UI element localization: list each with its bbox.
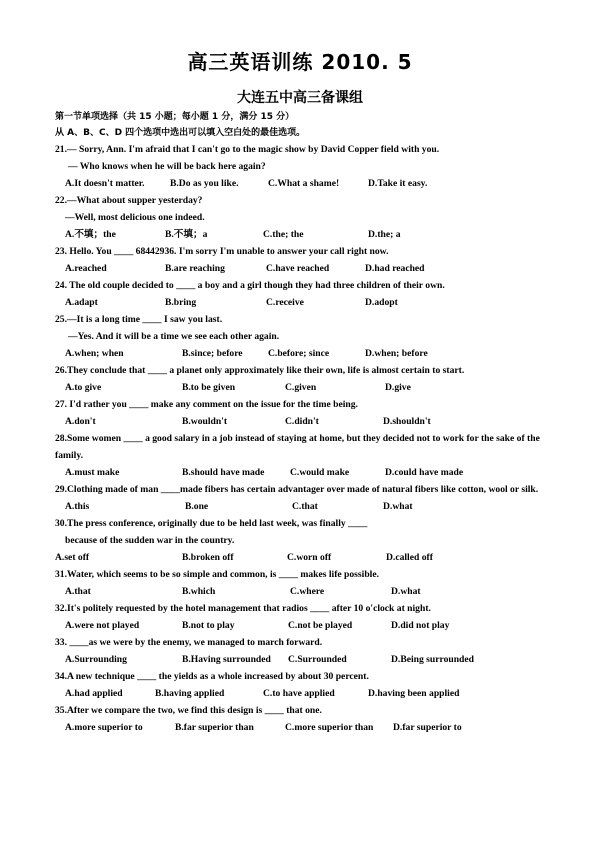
question-stem: 34.A new technique ____ the yields as a whole increased by about 30 percent. — [55, 671, 369, 682]
option-d: D.what — [391, 586, 421, 597]
section-heading: 第一节单项选择（共 15 小题；每小题 1 分，满分 15 分） — [55, 112, 295, 122]
question-22 — [55, 192, 560, 243]
option-d: D.called off — [386, 552, 433, 563]
options-row — [55, 175, 560, 192]
question-35 — [55, 702, 560, 736]
option-d: D.when; before — [365, 348, 428, 359]
options-row — [55, 464, 560, 481]
options-row — [55, 719, 560, 736]
question-stem: 26.They conclude that ____ a planet only approximately like their own, life is almost certain to start. — [55, 365, 465, 376]
section-instruction: 从 A、B、C、D 四个选项中选出可以填入空白处的最佳选项。 — [55, 128, 306, 138]
option-b: B.not to play — [182, 620, 235, 631]
question-29 — [55, 481, 560, 515]
option-c: C.Surrounded — [288, 654, 347, 665]
options-row — [55, 685, 560, 702]
option-a: A.don't — [65, 416, 96, 427]
option-b: B.wouldn't — [182, 416, 228, 427]
question-stem: 31.Water, which seems to be so simple and common, is ____ makes life possible. — [55, 569, 379, 580]
options-row — [55, 651, 560, 668]
options-row — [55, 345, 560, 362]
question-stem: because of the sudden war in the country. — [65, 535, 235, 546]
option-a: A.that — [65, 586, 91, 597]
question-stem: 23. Hello. You ____ 68442936. I'm sorry I'm unable to answer your call right now. — [55, 246, 389, 257]
options-row — [55, 583, 560, 600]
page-subtitle: 大连五中高三备课组 — [237, 90, 363, 106]
option-b: B.bring — [165, 297, 197, 308]
option-b: B.one — [185, 501, 209, 512]
options-row — [55, 379, 560, 396]
question-stem: 33. ____as we were by the enemy, we managed to march forward. — [55, 637, 323, 648]
question-30 — [55, 515, 560, 566]
option-b: B.which — [182, 586, 216, 597]
question-23 — [55, 243, 560, 277]
option-c: C.not be played — [288, 620, 353, 631]
options-row — [55, 549, 560, 566]
option-d: D.give — [385, 382, 411, 393]
question-stem: 32.It's politely requested by the hotel management that radios ____ after 10 o'clock at night. — [55, 603, 431, 614]
option-a: A.不填；the — [65, 229, 116, 240]
option-d: D.shouldn't — [383, 416, 431, 427]
question-27 — [55, 396, 560, 430]
option-c: C.What a shame! — [268, 178, 340, 189]
option-b: B.should have made — [182, 467, 265, 478]
question-28 — [55, 430, 560, 481]
option-c: C.to have applied — [263, 688, 335, 699]
question-stem: 21.— Sorry, Ann. I'm afraid that I can't go to the magic show by David Copper field with you. — [55, 144, 440, 155]
options-row — [55, 294, 560, 311]
question-stem: 25.—It is a long time ____ I saw you last. — [55, 314, 223, 325]
question-21 — [55, 141, 560, 192]
question-32 — [55, 600, 560, 634]
option-b: B.Having surrounded — [182, 654, 271, 665]
option-c: C.the; the — [263, 229, 304, 240]
option-a: A.this — [65, 501, 90, 512]
option-a: A.adapt — [65, 297, 98, 308]
option-b: B.Do as you like. — [170, 178, 239, 189]
options-row — [55, 226, 560, 243]
option-c: C.given — [285, 382, 317, 393]
option-c: C.where — [290, 586, 325, 597]
question-24 — [55, 277, 560, 311]
option-b: B.不填；a — [165, 229, 208, 240]
option-d: D.Take it easy. — [368, 178, 428, 189]
question-stem: 28.Some women ____ a good salary in a job instead of staying at home, but they decided not to work for the sake of the family. — [55, 433, 540, 461]
option-d: D.could have made — [385, 467, 464, 478]
options-row — [55, 413, 560, 430]
option-b: B.far superior than — [175, 722, 254, 733]
option-d: D.having been applied — [368, 688, 460, 699]
question-stem: 30.The press conference, originally due to be held last week, was finally ____ — [55, 518, 368, 529]
question-stem: 35.After we compare the two, we find this design is ____ that one. — [55, 705, 322, 716]
question-33 — [55, 634, 560, 668]
option-a: A.reached — [65, 263, 107, 274]
option-c: C.before; since — [268, 348, 330, 359]
option-c: C.have reached — [266, 263, 330, 274]
option-a: A.more superior to — [65, 722, 143, 733]
question-stem: 22.—What about supper yesterday? — [55, 195, 203, 206]
option-a: A.had applied — [65, 688, 123, 699]
option-d: D.had reached — [365, 263, 425, 274]
options-row — [55, 617, 560, 634]
option-a: A.It doesn't matter. — [65, 178, 145, 189]
question-stem: —Well, most delicious one indeed. — [65, 212, 205, 223]
question-26 — [55, 362, 560, 396]
question-31 — [55, 566, 560, 600]
option-b: B.to be given — [182, 382, 236, 393]
option-c: C.that — [292, 501, 318, 512]
question-stem: 27. I'd rather you ____ make any comment on the issue for the time being. — [55, 399, 358, 410]
option-c: C.worn off — [287, 552, 332, 563]
option-c: C.would make — [290, 467, 350, 478]
option-d: D.the; a — [368, 229, 401, 240]
options-row — [55, 260, 560, 277]
question-34 — [55, 668, 560, 702]
option-b: B.since; before — [182, 348, 243, 359]
option-d: D.did not play — [391, 620, 450, 631]
option-c: C.more superior than — [285, 722, 374, 733]
option-b: B.having applied — [155, 688, 225, 699]
question-stem: 29.Clothing made of man ____made fibers has certain advantager over made of natural fibers like cotton, wool or silk. — [55, 484, 539, 495]
option-d: D.Being surrounded — [391, 654, 474, 665]
option-d: D.what — [383, 501, 413, 512]
option-a: A.were not played — [65, 620, 140, 631]
option-a: A.when; when — [65, 348, 124, 359]
options-row — [55, 498, 560, 515]
question-stem: — Who knows when he will be back here again? — [68, 161, 266, 172]
option-a: A.must make — [65, 467, 120, 478]
question-stem: 24. The old couple decided to ____ a boy and a girl though they had three children of their own. — [55, 280, 445, 291]
option-d: D.far superior to — [393, 722, 462, 733]
option-c: C.receive — [266, 297, 304, 308]
option-b: B.are reaching — [165, 263, 225, 274]
option-a: A.to give — [65, 382, 102, 393]
question-stem: —Yes. And it will be a time we see each other again. — [68, 331, 280, 342]
option-a: A.set off — [55, 552, 90, 563]
page-title: 高三英语训练 2010. 5 — [187, 50, 413, 74]
question-list — [55, 109, 560, 736]
option-b: B.broken off — [182, 552, 234, 563]
option-c: C.didn't — [285, 416, 319, 427]
option-d: D.adopt — [365, 297, 398, 308]
question-25 — [55, 311, 560, 362]
option-a: A.Surrounding — [65, 654, 127, 665]
